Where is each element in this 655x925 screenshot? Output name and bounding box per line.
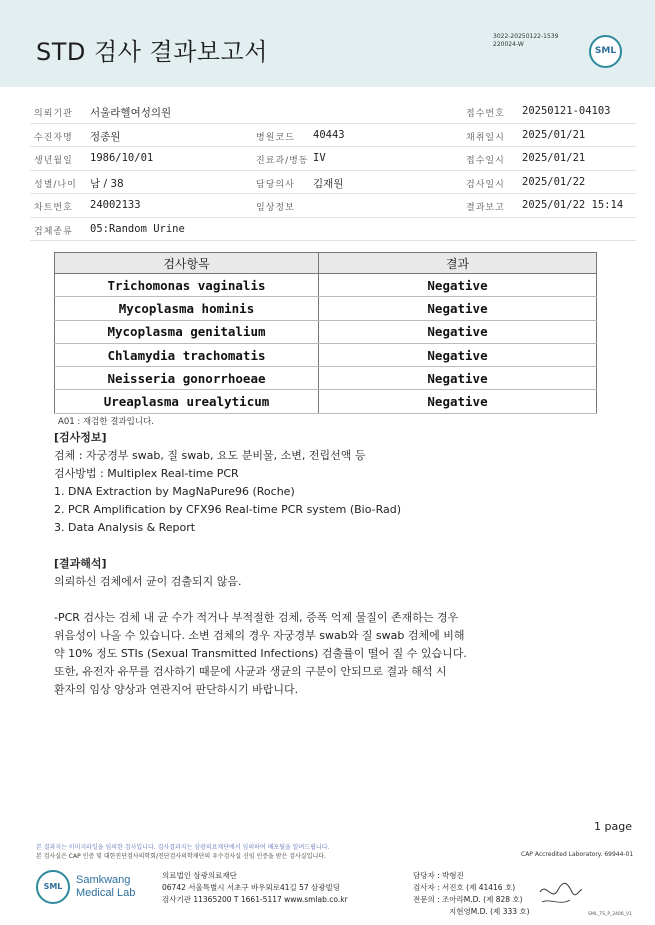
receipt-no-value: 20250121-04103 bbox=[522, 105, 611, 117]
collect-date-label: 채취일시 bbox=[466, 132, 505, 143]
table-row bbox=[55, 274, 597, 297]
info-row bbox=[30, 124, 636, 148]
ward-code-value: 40443 bbox=[313, 128, 345, 141]
specimen-value: 05:Random Urine bbox=[90, 222, 185, 235]
caveat-line: 환자의 임상 양상과 연관지어 판단하시기 바랍니다. bbox=[54, 683, 299, 696]
test-item: Trichomonas vaginalis bbox=[55, 274, 319, 297]
report-header bbox=[0, 0, 655, 87]
caveat-line: -PCR 검사는 검체 내 균 수가 적거나 부적절한 검체, 증폭 억제 물질이 존재하는 경우 bbox=[54, 611, 459, 624]
test-item: Neisseria gonorrhoeae bbox=[55, 367, 319, 390]
info-row bbox=[30, 218, 636, 242]
table-row bbox=[55, 343, 597, 366]
interpretation-heading: [결과해석] bbox=[54, 557, 107, 570]
test-result: Negative bbox=[319, 390, 597, 413]
patient-info bbox=[30, 100, 636, 241]
institution-value: 서울라헬여성의원 bbox=[90, 107, 172, 119]
patient-label: 수진자명 bbox=[34, 132, 73, 143]
info-row bbox=[30, 147, 636, 171]
info-row bbox=[30, 171, 636, 195]
specimen-label: 검체종류 bbox=[34, 226, 73, 237]
results-table bbox=[54, 252, 597, 414]
spacer bbox=[54, 591, 524, 609]
test-result: Negative bbox=[319, 343, 597, 366]
retest-note: A01 : 재검한 결과입니다. bbox=[58, 417, 154, 427]
test-info-line: 2. PCR Amplification by CFX96 Real-time PCR system (Bio-Rad) bbox=[54, 503, 402, 516]
table-row bbox=[55, 297, 597, 320]
test-info-heading: [검사정보] bbox=[54, 431, 107, 444]
footer-address: 의료법인 삼광의료재단 06742 서울특별시 서초구 바우뫼로41길 57 삼광빌딩 검사기관 11365200 T 1661-5117 www.smlab.co.kr bbox=[162, 871, 348, 904]
test-result: Negative bbox=[319, 320, 597, 343]
info-row bbox=[30, 100, 636, 124]
report-body bbox=[54, 429, 524, 699]
page-number: 1 page bbox=[594, 820, 632, 833]
table-header-row bbox=[55, 253, 597, 274]
doctor-label: 담당의사 bbox=[256, 179, 295, 190]
report-title: STD 검사 결과보고서 bbox=[36, 38, 268, 66]
test-info-line: 검사방법 : Multiplex Real-time PCR bbox=[54, 467, 239, 480]
col-result-header: 결과 bbox=[319, 253, 597, 274]
test-info-line: 검체 : 자궁경부 swab, 질 swab, 요도 분비물, 소변, 전립선액 등 bbox=[54, 449, 366, 462]
table-row bbox=[55, 390, 597, 413]
test-result: Negative bbox=[319, 274, 597, 297]
caveat-line: 약 10% 정도 STIs (Sexual Transmitted Infections) 검출률이 떨어 질 수 있습니다. bbox=[54, 647, 467, 660]
cap-accreditation: CAP Accredited Laboratory. 69944-01 bbox=[521, 851, 634, 858]
clinical-label: 임상정보 bbox=[256, 203, 295, 213]
table-row bbox=[55, 320, 597, 343]
test-item: Chlamydia trachomatis bbox=[55, 343, 319, 366]
form-code: SML_TS_P_2406_V1 bbox=[588, 912, 632, 917]
report-label: 결과보고 bbox=[466, 203, 505, 213]
report-value: 2025/01/22 15:14 bbox=[522, 199, 624, 211]
test-result: Negative bbox=[319, 297, 597, 320]
test-item: Ureaplasma urealyticum bbox=[55, 390, 319, 413]
ward-code-label: 병원코드 bbox=[256, 132, 295, 143]
test-item: Mycoplasma hominis bbox=[55, 297, 319, 320]
test-date-label: 검사일시 bbox=[466, 179, 505, 190]
dept-value: IV bbox=[313, 152, 326, 164]
patient-value: 정종원 bbox=[90, 130, 121, 143]
footer-staff: 담당자 : 박형진 검사자 : 서진호 (제 41416 호) 전문의 : 조아라M.D. (제 828 호) 지현영M.D. (제 333 호) bbox=[413, 871, 530, 916]
caveat-line: 또한, 유전자 유무를 검사하기 때문에 사균과 생균의 구분이 안되므로 결과 해석 시 bbox=[54, 665, 447, 678]
spacer bbox=[54, 537, 524, 555]
sex-age-value: 남 / 38 bbox=[90, 177, 124, 190]
receipt-date-value: 2025/01/21 bbox=[522, 152, 586, 164]
interpretation-line: 의뢰하신 검체에서 균이 검출되지 않음. bbox=[54, 575, 242, 588]
signature-icon bbox=[538, 880, 584, 908]
document-id: 3022-20250122-1539 220024-W bbox=[493, 33, 559, 48]
table-row bbox=[55, 367, 597, 390]
birth-label: 생년월일 bbox=[34, 156, 73, 166]
doctor-value: 김재원 bbox=[313, 177, 344, 190]
caveat-line: 위음성이 나올 수 있습니다. 소변 검체의 경우 자궁경부 swab와 질 swab 검체에 비해 bbox=[54, 629, 465, 642]
chart-no-value: 24002133 bbox=[90, 199, 141, 211]
birth-value: 1986/10/01 bbox=[90, 152, 154, 164]
test-info-line: 3. Data Analysis & Report bbox=[54, 521, 196, 534]
sex-age-label: 성별/나이 bbox=[34, 179, 77, 190]
test-item: Mycoplasma genitalium bbox=[55, 320, 319, 343]
info-row bbox=[30, 194, 636, 218]
col-item-header: 검사항목 bbox=[55, 253, 319, 274]
footer-notice-2: 본 검사실은 CAP 인증 및 대한진단검사의학회/진단검사의학재단의 우수검사실 신임 인증을 받은 검사실입니다. bbox=[36, 853, 326, 860]
footer-brand: Samkwang Medical Lab bbox=[76, 874, 136, 899]
test-info-line: 1. DNA Extraction by MagNaPure96 (Roche) bbox=[54, 485, 295, 498]
test-result: Negative bbox=[319, 367, 597, 390]
sml-logo: SML bbox=[589, 35, 622, 68]
footer-notice-1: 본 결과지는 이미지파일을 임의한 검사입니다. 검사결과지는 삼광의료재단에서 임의하여 배포될을 알려드립니다. bbox=[36, 844, 330, 851]
chart-no-label: 차트번호 bbox=[34, 203, 73, 213]
receipt-date-label: 접수일시 bbox=[466, 156, 505, 166]
footer-sml-logo: SML bbox=[36, 870, 70, 904]
receipt-no-label: 접수번호 bbox=[466, 109, 505, 119]
institution-label: 의뢰기관 bbox=[34, 109, 73, 119]
collect-date-value: 2025/01/21 bbox=[522, 128, 586, 141]
dept-label: 진료과/병동 bbox=[256, 156, 309, 166]
test-date-value: 2025/01/22 bbox=[522, 175, 586, 188]
